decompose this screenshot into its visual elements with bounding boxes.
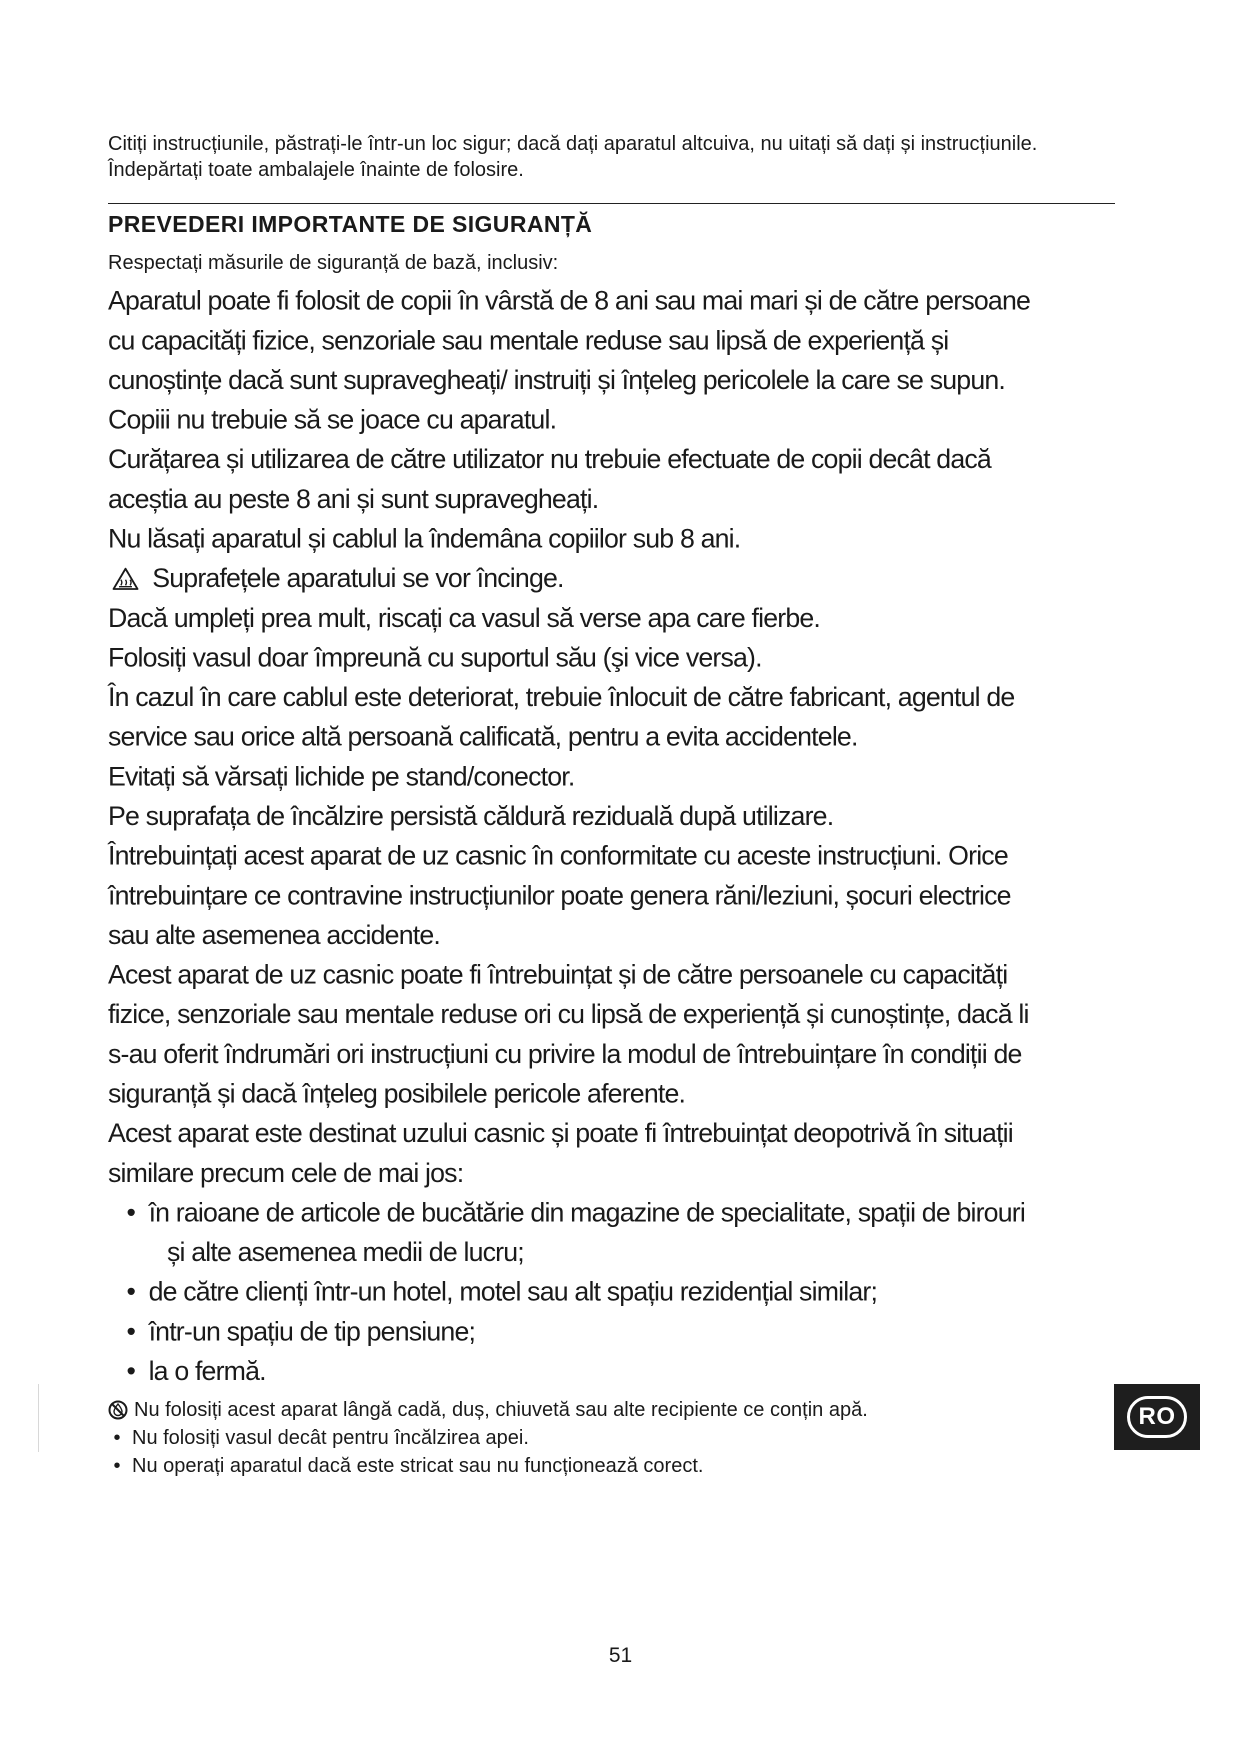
list-item-text: într-un spațiu de tip pensiune; (148, 1317, 476, 1347)
section-subtitle: Respectați măsurile de siguranță de bază, inclusiv: (108, 252, 559, 274)
additional-warnings (108, 1396, 1008, 1480)
page-number: 51 (608, 1644, 633, 1667)
intro-text (108, 131, 1128, 183)
section-heading: PREVEDERI IMPORTANTE DE SIGURANȚĂ (108, 211, 593, 237)
warning-item (108, 1424, 1008, 1452)
bullet-marker: • (113, 1455, 121, 1477)
language-badge (1114, 1384, 1200, 1450)
instruction-paragraph: Dacă umpleți prea mult, riscați ca vasul să verse apa care fierbe. (108, 603, 821, 634)
list-item (108, 1313, 1048, 1353)
hot-surface-text: Suprafețele aparatului se vor încinge. (152, 564, 564, 594)
list-item-text: de către clienți într-un hotel, motel sau alt spațiu rezidențial similar; (148, 1277, 878, 1308)
instruction-paragraph: Întrebuințați acest aparat de uz casnic în conformitate cu aceste instrucțiuni. Orice întrebuințare ce contravine instrucțiunilor poate genera răni/leziuni, șocuri electrice sau alte asemenea accidente. (108, 841, 1011, 951)
instruction-paragraph-hot-surface (108, 560, 1048, 600)
bullet-marker: • (126, 1198, 135, 1228)
language-code: RO (1138, 1403, 1176, 1430)
bullet-marker: • (126, 1356, 135, 1387)
intro-line-1: Citiți instrucțiunile, păstrați-le într-un loc sigur; dacă dați aparatul altcuiva, nu uitați să dați și instrucțiunile. (108, 133, 1038, 155)
instruction-paragraph: Aparatul poate fi folosit de copii în vârstă de 8 ani sau mai mari și de către persoane cu capacități fizice, senzoriale sau mentale reduse sau lipsă de experiență și cunoștințe dacă sunt supravegheați/ instruiți și înțeleg pericolele la care se supun. Copiii nu trebuie să se joace cu aparatul. (108, 286, 1031, 436)
warning-item-no-water (108, 1396, 1008, 1424)
safety-instructions (108, 282, 1048, 1392)
intro-line-2: Îndepărtați toate ambalajele înainte de folosire. (108, 159, 524, 181)
list-item (108, 1194, 1048, 1273)
list-item-text: în raioane de articole de bucătărie din magazine de specialitate, spații de birouri și alte asemenea medii de lucru; (148, 1198, 1025, 1268)
warning-text: Nu folosiți vasul decât pentru încălzirea apei. (132, 1427, 529, 1449)
instruction-paragraph: Evitați să vărsați lichide pe stand/conector. (108, 762, 575, 792)
list-item (108, 1273, 1048, 1313)
instruction-paragraph: În cazul în care cablul este deteriorat, trebuie înlocuit de către fabricant, agentul de service sau orice altă persoană calificată, pentru a evita accidentele. (108, 683, 1015, 753)
instruction-paragraph: Nu lăsați aparatul și cablul la îndemâna copiilor sub 8 ani. (108, 524, 741, 554)
language-badge-ring (1127, 1396, 1187, 1438)
instruction-paragraph: Acest aparat este destinat uzului casnic și poate fi întrebuințat deopotrivă în situații similare precum cele de mai jos: (108, 1119, 1013, 1189)
warning-text: Nu operați aparatul dacă este stricat sau nu funcționează corect. (132, 1455, 704, 1477)
instruction-paragraph: Pe suprafața de încălzire persistă căldură reziduală după utilizare. (108, 801, 834, 832)
bullet-marker: • (126, 1317, 135, 1347)
margin-line (38, 1384, 39, 1452)
no-water-icon (108, 1400, 128, 1420)
warning-text: Nu folosiți acest aparat lângă cadă, duș, chiuvetă sau alte recipiente ce conțin apă. (134, 1399, 868, 1421)
instruction-paragraph: Acest aparat de uz casnic poate fi întrebuințat și de către persoanele cu capacități fizice, senzoriale sau mentale reduse ori cu lipsă de experiență și cunoștințe, dacă li s-au oferit îndrumări ori instrucțiuni cu privire la modul de întrebuințare în condiții de siguranță și dacă înțeleg posibilele pericole aferente. (108, 960, 1029, 1109)
instruction-paragraph: Curățarea și utilizarea de către utilizator nu trebuie efectuate de copii decât dacă aceștia au peste 8 ani și sunt supravegheați. (108, 445, 991, 515)
list-item (108, 1352, 1048, 1392)
warning-item (108, 1452, 1008, 1480)
bullet-marker: • (126, 1277, 135, 1308)
instruction-paragraph: Folosiți vasul doar împreună cu suportul său (şi vice versa). (108, 643, 762, 673)
list-item-text: la o fermă. (148, 1356, 266, 1387)
hot-surface-warning-icon (112, 567, 140, 591)
section-divider (108, 203, 1115, 204)
bullet-marker: • (113, 1427, 121, 1449)
